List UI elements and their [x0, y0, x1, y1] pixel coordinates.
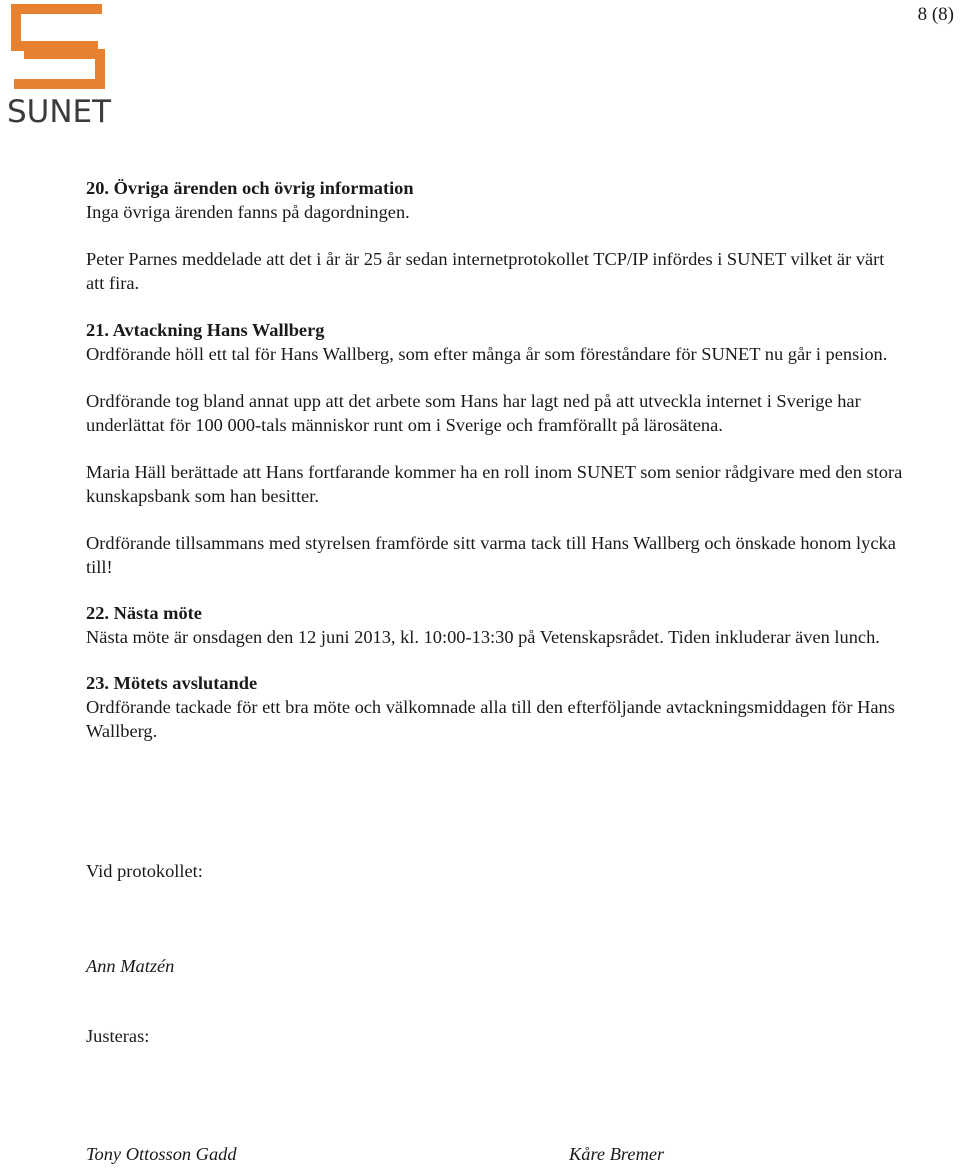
section-20-heading: 20. Övriga ärenden och övrig information: [86, 178, 414, 198]
adjuster-1-name: Tony Ottosson Gadd: [86, 1144, 237, 1164]
sunet-logo: [6, 4, 110, 128]
section-20-paragraph-2: Peter Parnes meddelade att det i år är 25 år sedan internetprotokollet TCP/IP infördes i SUNET vilket är värt att fira.: [86, 249, 885, 293]
sunet-logo-mark-icon: [6, 4, 110, 90]
section-21-paragraph-3: Maria Häll berättade att Hans fortfarande kommer ha en roll inom SUNET som senior rådgivare med den stora kunskapsbank som han besitter.: [86, 462, 903, 506]
section-23-paragraph-1: Ordförande tackade för ett bra möte och välkomnade alla till den efterföljande avtackningsmiddagen för Hans Wallberg.: [86, 697, 895, 741]
section-23-heading: 23. Mötets avslutande: [86, 673, 258, 693]
protocol-label: Vid protokollet:: [86, 861, 203, 881]
section-21-paragraph-4: Ordförande tillsammans med styrelsen framförde sitt varma tack till Hans Wallberg och önskade honom lycka till!: [86, 533, 896, 577]
adjuster-2-name: Kåre Bremer: [569, 1144, 665, 1164]
sunet-logo-text: SUNET: [7, 94, 112, 130]
document-body: [86, 176, 906, 743]
section-22-paragraph-1: Nästa möte är onsdagen den 12 juni 2013, kl. 10:00-13:30 på Vetenskapsrådet. Tiden inkluderar även lunch.: [86, 627, 880, 647]
secretary-name: Ann Matzén: [86, 956, 175, 976]
page-number: 8 (8): [917, 4, 954, 25]
section-20-paragraph-1: Inga övriga ärenden fanns på dagordningen.: [86, 202, 410, 222]
section-22-heading: 22. Nästa möte: [86, 603, 202, 623]
adjusters-label: Justeras:: [86, 1026, 150, 1046]
section-21-paragraph-2: Ordförande tog bland annat upp att det arbete som Hans har lagt ned på att utveckla internet i Sverige har underlättat för 100 000-tals människor runt om i Sverige och framförallt på lärosätena.: [86, 391, 861, 435]
section-21-paragraph-1: Ordförande höll ett tal för Hans Wallberg, som efter många år som föreståndare för SUNET nu går i pension.: [86, 344, 888, 364]
section-21-heading: 21. Avtackning Hans Wallberg: [86, 320, 325, 340]
